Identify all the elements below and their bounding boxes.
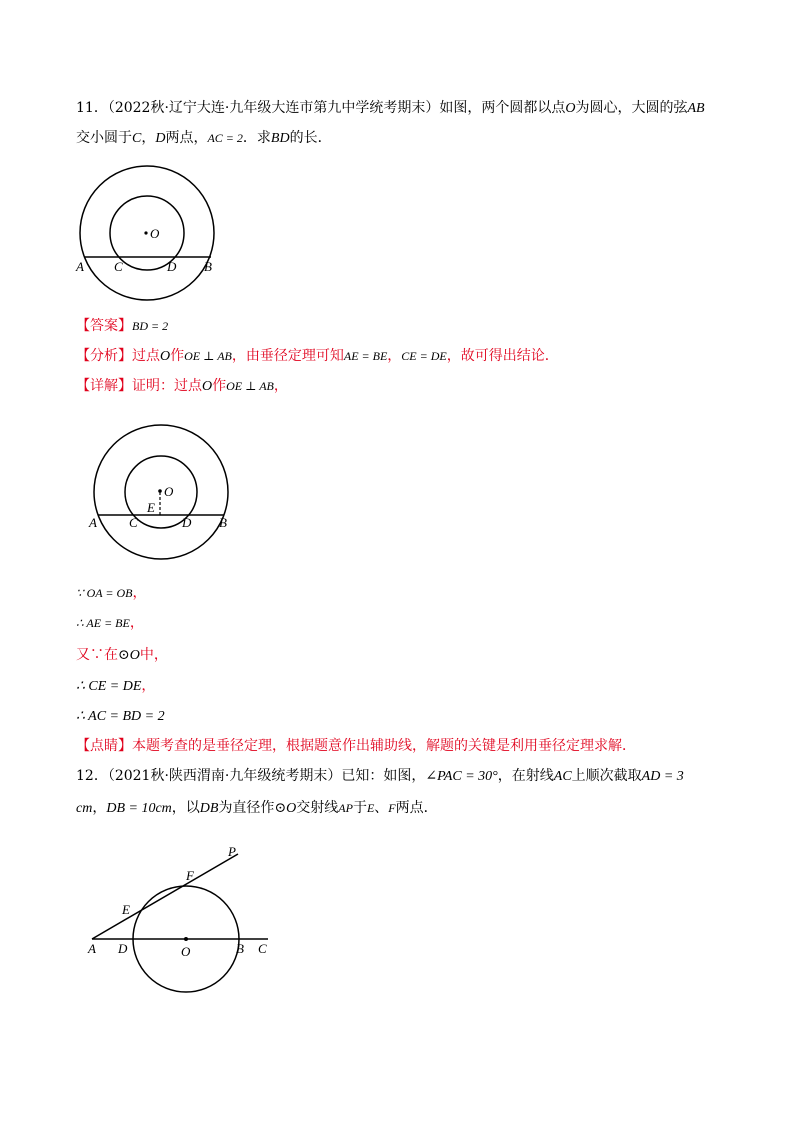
label-a: A [76,259,84,274]
q12-stem-b: ，在射线 [497,768,554,784]
proof-line-2 [76,613,144,633]
label-d: D [118,941,128,956]
analysis-text-a: 过点 [132,348,160,364]
proof-l3-a: 又∵在 [76,647,118,663]
label-d: D [182,515,192,530]
analysis-text-d: ， [387,348,402,364]
proof-l4: ∴ CE = DE [76,679,142,694]
q12-var-ac: AC [553,769,572,784]
q11-number: 11． [76,100,108,116]
proof-l2-end: ， [129,615,144,631]
label-b: B [219,515,227,530]
q11-source: （2022秋·辽宁大连·九年级大连市第九中学统考期末） [107,100,440,116]
q12-stem2-b: 为直径作 [218,800,275,816]
proof-l4-end: ， [141,678,156,694]
center-point [158,489,162,493]
label-e: E [122,902,130,917]
label-b: B [236,941,244,956]
q12-stem2-e: 、 [374,800,389,816]
label-c: C [129,515,138,530]
q11-line1 [76,98,705,119]
analysis-eq2: CE = DE [401,349,447,363]
analysis-perp: OE ⊥ AB [184,349,232,363]
label-e: E [147,500,155,515]
label-c: C [114,259,123,274]
q11-stem-a: 如图，两个圆都以点 [439,100,566,116]
q12-eq-db: DB = 10cm [106,801,172,816]
analysis-var-o: O [160,349,171,364]
proof-line-1 [76,583,147,603]
q12-stem2-a: ，以 [171,800,200,816]
q11-stem-b: 为圆心，大圆的弦 [575,100,688,116]
detail-var-o: O [202,379,213,394]
q12-line1 [76,766,684,787]
proof-l3-circle: ⊙O [118,648,140,663]
label-f: F [186,868,194,883]
proof-line-3 [76,645,168,666]
proof-l2: ∴ AE = BE [76,616,130,630]
comment-tag: 【点睛】 [76,738,132,754]
q12-stem-c: 上顺次截取 [571,768,642,784]
detail-line [76,376,288,397]
q11-figure-2 [86,420,246,565]
q12-var-e: E [366,801,375,815]
q12-circle: ⊙O [274,801,297,816]
q11-stem2-b: 两点， [165,130,208,146]
q12-var-f: F [388,801,396,815]
label-o: O [150,226,160,241]
label-a: A [88,941,96,956]
q11-var-o: O [565,101,576,116]
analysis-text-e: ，故可得出结论． [446,348,559,364]
q11-line2 [76,128,332,149]
analysis-text-c: ，由垂径定理可知 [231,348,344,364]
q11-var-bd: BD [270,131,290,146]
q11-var-ab: AB [687,101,705,116]
label-p: P [228,844,236,859]
comment-text: 本题考查的是垂径定理，根据题意作出辅助线，解题的关键是利用垂径定理求解． [132,738,636,754]
detail-tag: 【详解】 [76,378,132,394]
center-point [144,231,147,234]
q12-stem2-c: 交射线 [296,800,339,816]
q12-var-ap: AP [338,801,353,815]
proof-l3-b: 中， [139,647,168,663]
analysis-text-b: 作 [170,348,185,364]
detail-text-a: 证明：过点 [132,378,202,394]
q12-var-db: DB [199,801,219,816]
label-a: A [89,515,97,530]
q12-line2 [76,798,438,819]
detail-text-c: ， [273,378,288,394]
ray-ap [92,854,238,939]
label-b: B [204,259,212,274]
analysis-line [76,346,559,367]
q12-angle: ∠PAC = 30° [425,769,498,784]
q12-source: （2021秋·陕西渭南·九年级统考期末） [107,768,342,784]
q12-comma: ， [92,800,107,816]
q12-unit-cm: cm [76,801,93,816]
q11-eq-ac: AC = 2 [207,131,243,145]
proof-l5: ∴ AC = BD = 2 [76,709,165,724]
q12-stem2-d: 于 [352,800,367,816]
q11-figure-1 [70,160,230,305]
proof-line-4 [76,676,155,697]
answer-line [76,316,168,336]
proof-l1: ∵ OA = OB [76,586,133,600]
label-c: C [258,941,267,956]
q11-stem2-c: ．求 [242,130,271,146]
center-point [184,937,188,941]
detail-perp: OE ⊥ AB [226,379,274,393]
q12-eq-ad: AD = 3 [641,769,684,784]
label-d: D [167,259,177,274]
q12-stem-a: 已知：如图， [341,768,426,784]
q12-figure [82,838,282,998]
q11-stem2-d: 的长． [289,130,332,146]
q11-stem2-a: 交小圆于 [76,130,132,146]
analysis-eq1: AE = BE [343,349,388,363]
proof-line-5 [76,706,165,727]
q11-var-c: C [132,131,142,146]
q11-comma: ， [141,130,156,146]
detail-text-b: 作 [212,378,227,394]
answer-expr: BD = 2 [132,319,169,333]
answer-tag: 【答案】 [76,318,132,334]
comment-line [76,736,636,756]
analysis-tag: 【分析】 [76,348,132,364]
proof-l1-end: ， [132,585,147,601]
q11-var-d: D [155,131,166,146]
q12-stem2-f: 两点． [395,800,438,816]
q12-number: 12． [76,768,108,784]
label-o: O [181,944,191,959]
label-o: O [164,484,174,499]
